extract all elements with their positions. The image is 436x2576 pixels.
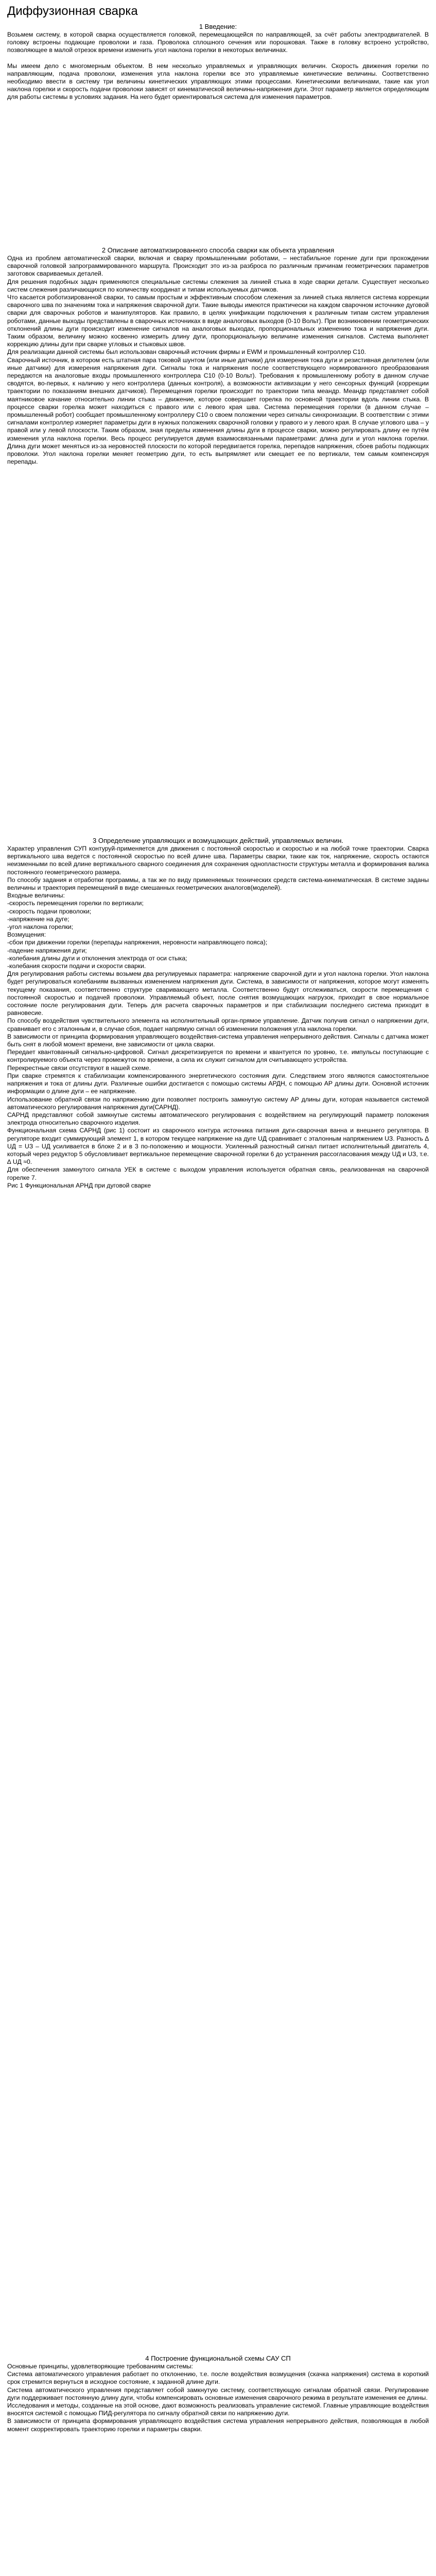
paragraph: Возьмем систему, в которой сварка осуществляется головкой, перемещающейся по направляющей, за счёт работы электродвигателей. В головку встроены подающие проволоки и газа. Проволока сплошного сечения или порошковая. Также в головку встроено устройство, позволяющее в малой отрезок времени изменить угол наклона горелки в некоторых величинах. bbox=[7, 31, 429, 54]
paragraph: САРНД представляют собой замкнутые системы автоматического регулирования с воздействием на регулирующий параметр положения электрода относительно сварочного изделия. bbox=[7, 1111, 429, 1127]
list-item: Перекрестные связи отсутствуют в нашей схеме. bbox=[7, 1064, 151, 1072]
paragraph: Для обеспечения замкнутого сигнала УЕК в системе с выходом управления используется обратная связь, реализованная на сварочной горелке 7. bbox=[7, 1166, 429, 1181]
figure-caption: Рис 1 Функциональная АРНД при дуговой сварке bbox=[7, 1181, 151, 1189]
list-item: -колебания скорости подачи и скорости сварки. bbox=[7, 962, 146, 970]
paragraph: Для регулирования работы системы возьмем два регулируемых параметра: напряжение сварочной дуги и угол наклона горелки. Угол наклона будет регулироваться колебаниям вызванных изменением напряжения дуги. Система, в зависимости от напряжения, которое могут изменять текущему показания, соответственно структуре сваривающего металла. Соответственно будут отслеживаться, скорости перемещения с постоянной скоростью и подачей проволоки. Управляемый объект, после снятия возмущающих нагрузок, приходит в свое нормальное состояние после регулирования дуги. Теперь для расчета сварочных параметров и при стабилизации последнего система приходит в равновесие. bbox=[7, 970, 429, 1017]
paragraph: Для решения подобных задач применяются специальные системы слежения за линией стыка в ходе сварки детали. Существует несколько систем слежения различающихся по количеству координат и типам используемых датчиков. bbox=[7, 278, 429, 293]
list-item: -колебания длины дуги и отклонения электрода от оси стыка; bbox=[7, 954, 187, 962]
paragraph: Использование обратной связи по напряжению дуги позволяет построить замкнутую систему АР длины дуги, которая называется системой автоматического регулирования напряжения дуги(САРНД). bbox=[7, 1095, 429, 1111]
paragraph: Система автоматического управления представляет собой замкнутую систему, соответствующую сигналам обратной связи. Регулирование дуги поддерживает постоянную длину дуги, чтобы компенсировать основные изменения сварочного режима в результате изменения ее длины. bbox=[7, 2386, 429, 2401]
paragraph: Мы имеем дело с многомерным объектом. В нем несколько управляемых и управляющих величин. Скорость движения горелки по направляющим, подача проволоки, изменения угла наклона горелки все это управляемые кинетические величины. Соответственно необходимо ввести в систему три величины кинетических управляющих этими процессами. Кинетическими величинами, такие как угол наклона горелки и скорость подачи проволоки зависят от кинематической величины-напряжения дуги. Этот параметр является определяющим для работы системы в условиях задания. На него будет ориентироваться система для изменения параметров. bbox=[7, 62, 429, 101]
paragraph: Исследования и методы, созданные на этой основе, дают возможность реализовать управление системой. Главные управляющие воздействия вносятся системой с помощью ПИД-регулятора по сигналу обратной связи по напряжению дуги. bbox=[7, 2402, 429, 2417]
list-item: -угол наклона горелки; bbox=[7, 923, 73, 931]
section-heading: 3 Определение управляющих и возмущающих действий, управляемых величин. bbox=[93, 837, 343, 844]
section-control-actions bbox=[7, 837, 429, 1190]
paragraph: Функциональная схема САРНД (рис 1) состоит из сварочного контура источника питания дуги-сварочная ванна и внешнего регулятора. В регуляторе входит суммирующий элемент 1, в котором текущее напряжение на дуге UД сравнивает с эталонным напряжением UЗ. Разность ∆ UД = UЗ – UД усиливается в блоке 2 и в 3 по-положению и мощности. Усиленный разностный сигнал питает исполнительный двигатель 4, который через редуктор 5 обусловливает вертикальное перемещение сварочной горелки 6 до устранения рассогласования между UД и UЗ, т.е. ∆ UД ≈0. bbox=[7, 1127, 429, 1166]
paragraph: При сварке стремятся к стабилизации компенсированного энергетического состояния дуги. Следствием этого являются самостоятельное напряжения и тока от длины дуги. Различные ошибки достигается с помощью системы АРДН, с помощью АР длины дуги. Основной источник информации о длине дуги – ее напряжение. bbox=[7, 1072, 429, 1095]
list-item: -сбои при движении горелки (перепады напряжения, неровности направляющего пояса); bbox=[7, 939, 268, 946]
paragraph: Сварочный источник, в котором есть штатная пара токовой шунтом (или иные датчики) для измерения тока дуги и резистивная делителем (или иные датчики) для измерения напряжения дуги. Сигналы тока и напряжения после соответствующего нормированного преобразования передаются на аналоговые входы промышленного контроллера С10 (0-10 Вольт). Требования к промышленному роботу в данном случае сводятся, во-первых, к наличию у него контроллера (данных контроля), а возможности активизации у него сенсорных функций (коррекции траектории по показаниям внешних датчиков). Перемещения горелки происходит по траектории типа меандр. Меандр представляет собой маятниковое качание относительно линии стыка – движение, которое совершает горелка по основной траектории вдоль линии стыка. В процессе сварки горелка может находиться с правого или с левого края шва. Система перемещения горелки (в данном случае – промышленный робот) сообщает промышленному контроллеру С10 о своем положении через сигналы синхронизации. В соответствии с этими сигналами контроллер измеряет параметры дуги в нужных положениях сварочной головки у правого и у левого края. В случае углового шва – у правой или у левой плоскости. Таким образом, зная пределы изменения длины дуги в процессе сварки, можно регулировать длину ее путём изменения угла наклона горелки. Весь процесс регулируется двумя взаимосвязанными параметрами: длина дуги и угол наклона горелки. Длина дуги может меняться из-за неровностей плоскости по которой передвигается горелка, перепадов напряжения, сбоев работы подающих проволоки. Угол наклона горелки меняет геометрию дуги, то есть выпрямляет или смещает ее по вертикали, тем самым компенсируя перепады. bbox=[7, 356, 429, 466]
paragraph: Передает квантованный сигнально-цифровой. Сигнал дискретизируется по времени и квантуется по уровню, т.е. импульсы поступающие с контролируемого объекта через промежуток по времени, а сила их служит сигналом для считывающего устройства. bbox=[7, 1048, 429, 1064]
paragraph: Система автоматического управления работает по отклонению, т.е. после воздействия возмущения (скачка напряжения) система в короткий срок стремится вернуться в исходное состояние, к заданной длине дуги. bbox=[7, 2370, 429, 2386]
section-heading: 2 Описание автоматизированного способа сварки как объекта управления bbox=[101, 246, 335, 254]
document-title: Диффузионная сварка bbox=[7, 4, 138, 18]
paragraph: По способу задания и отработки программы, а так же по виду применяемых технических средств система-кинематическая. В системе заданы величины и траектория перемещений в виде смешанных геометрических аналогов(моделей). bbox=[7, 876, 429, 892]
paragraph: В зависимости от принципа формирования управляющего воздействия система управления непрерывного действия, позволяющая в любой момент скорректировать траекторию горелки и параметры сварки. bbox=[7, 2417, 429, 2433]
paragraph: Характер управления СУП контуруй-применяется для движения с постоянной скоростью и скоростью и на любой точке траектории. Сварка вертикального шва ведется с постоянной скоростью по всей длине шва. Параметры сварки, такие как ток, напряжение, скорость остаются неизменными по всей длине вертикального сварного соединения для сохранения однопластности структуры металла и формирования валика постоянного геометрического размера. bbox=[7, 845, 429, 876]
section-heading: 1 Введение: bbox=[199, 23, 237, 30]
list-item: -скорость подачи проволоки; bbox=[7, 907, 92, 915]
list-item: -скорость перемещения горелки по вертикали; bbox=[7, 900, 144, 907]
section-functional-scheme bbox=[7, 2354, 429, 2441]
list-item: Возмущения: bbox=[7, 931, 46, 939]
paragraph: Для реализации данной системы был использован сварочный источник фирмы и EWM и промышленный контроллер С10. bbox=[7, 348, 367, 356]
section-heading: 4 Построение функциональной схемы САУ СП bbox=[145, 2354, 291, 2362]
list-item: -падение напряжения дуги; bbox=[7, 946, 87, 954]
list-item: Входные величины: bbox=[7, 892, 65, 900]
paragraph: Что касается роботизированной сварки, то самым простым и эффективным способом слежения за линией стыка является система коррекции сварочного шва по значениям тока и напряжения сварочной дуги. Такие выводы имеются практически на каждом сварочном источнике дуговой сварки для сварочных роботов и манипуляторов. Как правило, в целях унификации подключения к различным типам систем управления роботами, данные выходы представлены в сварочных источниках в виде аналоговых выходов (0-10 Вольт). При возникновении геометрических отклонений длины дуги происходит изменение сигналов на аналоговых выходах, пропорциональных изменению тока и напряжения дуги. Таким образом, величину можно косвенно измерить длину дуги, пропорциональную величине изменения сигналов. Система выполняет коррекцию длины дуги при сварке угловых и стыковых швов. bbox=[7, 294, 429, 348]
paragraph: По способу воздействия чувствительного элемента на исполнительный орган-прямое управление. Датчик получив сигнал о напряжении дуги, сравнивает его с эталонным и, в случае сбоя, подает напрямую сигнал об изменении положения угла наклона горелки. bbox=[7, 1017, 429, 1032]
paragraph: Основные принципы, удовлетворяющие требованиям системы: bbox=[7, 2363, 193, 2370]
paragraph: Одна из проблем автоматической сварки, включая и сварку промышленными роботами, – нестабильное горение дуги при прохождении сварочной головкой запрограммированного маршрута. Происходит это из-за разброса по различным причинам геометрических параметров заготовок свариваемых деталей. bbox=[7, 255, 429, 278]
paragraph: В зависимости от принципа формирования управляющего воздействия-система управления непрерывного действия. Сигналы с датчика может быть снят в любой момент времени, вне зависимости от цикла сварки. bbox=[7, 1032, 429, 1048]
section-introduction bbox=[7, 23, 429, 109]
list-item: -напряжение на дуге; bbox=[7, 915, 69, 923]
section-automation-description bbox=[7, 246, 429, 473]
